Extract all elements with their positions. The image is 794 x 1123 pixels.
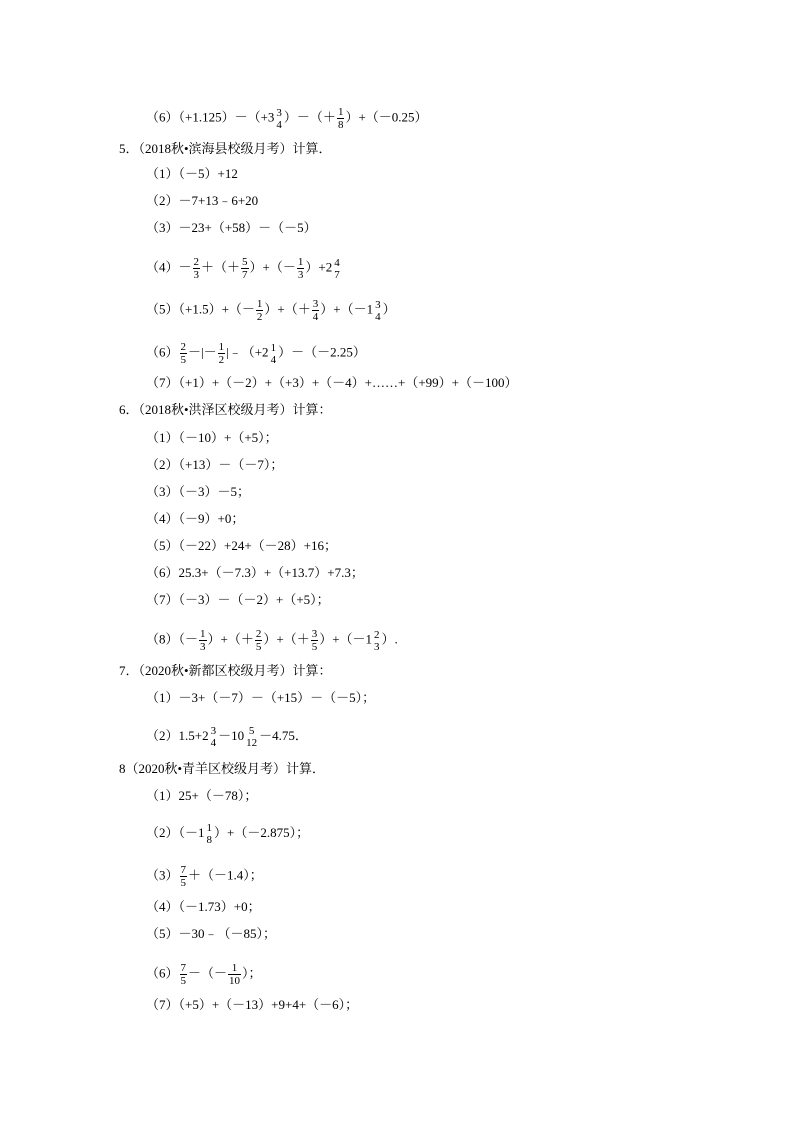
fraction-denominator: 5 — [180, 975, 187, 987]
expression-text: （6） — [146, 344, 179, 360]
fraction — [275, 107, 283, 131]
fraction-numerator: 5 — [248, 725, 255, 737]
expression-text: （2）（+13）－（－7）； — [146, 457, 284, 472]
expression-text: ）+（－1 — [319, 631, 373, 647]
problem-line — [146, 220, 317, 236]
fraction-numerator: 3 — [312, 298, 319, 310]
question-header: 6．（2018秋•洪泽区校级月考）计算： — [119, 402, 332, 417]
fraction — [180, 864, 188, 889]
expression-text: （3）－23+（+58）－（－5） — [146, 220, 317, 235]
fraction — [228, 962, 241, 987]
fraction-numerator: 3 — [311, 628, 318, 640]
expression-text: （1）－3+（－7）－（+15）－（－5）； — [146, 690, 376, 705]
fraction-numerator: 7 — [180, 962, 187, 974]
expression-text: ）+（＋ — [207, 631, 254, 647]
expression-text: ）； — [242, 965, 262, 981]
problem-line — [146, 592, 330, 608]
problem-line — [146, 106, 428, 131]
fraction — [218, 341, 226, 366]
fraction-numerator: 2 — [255, 628, 262, 640]
fraction-numerator: 2 — [374, 628, 380, 641]
problem-line — [146, 430, 278, 446]
fraction — [373, 629, 381, 653]
fraction — [206, 822, 214, 846]
expression-text: ）. — [381, 631, 398, 647]
fraction-denominator: 2 — [218, 354, 225, 366]
fraction-numerator: 3 — [276, 106, 282, 119]
problem-line — [146, 256, 342, 281]
problem-line — [146, 864, 263, 889]
expression-text: （5）（－22）+24+（－28）+16； — [146, 538, 337, 553]
problem-line — [146, 166, 238, 182]
fraction-numerator: 5 — [242, 256, 248, 268]
expression-text: ）+（－1 — [320, 301, 374, 317]
problem-line — [146, 538, 337, 554]
question-header: 7．（2020秋•新都区校级月考）计算： — [119, 663, 332, 678]
expression-text: （2）－7+13﹣6+20 — [146, 193, 259, 208]
problem-line — [146, 484, 250, 500]
fraction-numerator: 4 — [334, 256, 340, 269]
fraction — [311, 628, 319, 653]
fraction-denominator: 7 — [242, 269, 248, 281]
expression-text: ）+（－ — [249, 259, 296, 275]
fraction-numerator: 3 — [210, 725, 217, 737]
fraction-denominator: 5 — [180, 354, 187, 366]
fraction — [241, 256, 249, 281]
problem-line — [146, 997, 358, 1013]
expression-text: （4）（－1.73）+0； — [146, 899, 261, 914]
fraction — [297, 256, 305, 281]
expression-text: （7）（+5）+（－13）+9+4+（－6）； — [146, 997, 359, 1012]
problem-line — [146, 565, 364, 581]
expression-text: －|－ — [188, 344, 217, 360]
expression-text: ）+（＋ — [264, 301, 311, 317]
fraction-denominator: 8 — [337, 119, 344, 131]
fraction-numerator: 2 — [180, 341, 187, 353]
expression-text: |﹣（+2 — [226, 344, 269, 360]
fraction — [270, 342, 278, 366]
problem-line — [146, 962, 262, 987]
fraction — [210, 725, 218, 749]
expression-text: ）+（－2.875）； — [214, 824, 310, 840]
fraction — [245, 725, 258, 749]
expression-text: （6）25.3+（－7.3）+（+13.7）+7.3； — [146, 565, 364, 580]
problem-line — [146, 899, 261, 915]
fraction — [180, 962, 188, 987]
expression-text: （7）（－3）－（－2）+（+5）； — [146, 592, 330, 607]
fraction-numerator: 1 — [297, 256, 304, 268]
fraction — [255, 628, 263, 653]
fraction-denominator: 3 — [297, 269, 304, 281]
fraction-denominator: 7 — [334, 268, 340, 281]
expression-text: －4.75． — [259, 727, 308, 743]
expression-text: （5）（+1.5）+（－ — [146, 301, 255, 317]
expression-text: ＋（＋ — [201, 259, 241, 275]
expression-text: －（－ — [188, 965, 228, 981]
expression-text: （4）（－9）+0； — [146, 511, 245, 526]
fraction-numerator: 1 — [218, 341, 225, 353]
fraction-numerator: 1 — [206, 822, 213, 834]
fraction-denominator: 4 — [276, 118, 282, 131]
expression-text: ）－（－2.25） — [278, 344, 366, 360]
expression-text: （2）1.5+2 — [146, 727, 209, 743]
expression-text: ）+（＋ — [263, 631, 310, 647]
expression-text: （1）（－5）+12 — [146, 166, 238, 181]
fraction-numerator: 7 — [180, 864, 187, 876]
fraction-denominator: 5 — [255, 641, 262, 653]
fraction-denominator: 3 — [374, 640, 380, 653]
fraction-denominator: 4 — [210, 737, 217, 749]
fraction-denominator: 5 — [311, 641, 318, 653]
fraction-denominator: 3 — [200, 641, 206, 653]
problem-line — [146, 822, 309, 846]
expression-text: （1）25+（－78）； — [146, 788, 258, 803]
fraction — [374, 299, 382, 323]
expression-text: （3） — [146, 867, 179, 883]
expression-text: （8）（－ — [146, 631, 199, 647]
fraction-denominator: 2 — [256, 311, 263, 323]
problem-line — [146, 926, 276, 942]
fraction-numerator: 1 — [337, 106, 344, 118]
expression-text: ＋（－1.4）； — [188, 867, 263, 883]
problem-line — [146, 628, 398, 653]
fraction — [199, 628, 207, 653]
fraction-denominator: 10 — [229, 975, 241, 987]
fraction-numerator: 1 — [270, 341, 277, 354]
fraction-denominator: 4 — [312, 311, 319, 323]
problem-line — [146, 457, 283, 473]
expression-text: （2）（－1 — [146, 824, 205, 840]
fraction-denominator: 3 — [193, 269, 200, 281]
problem-line — [146, 341, 366, 366]
question-header: 8（2020秋•青羊区校级月考）计算． — [119, 761, 326, 776]
fraction — [193, 256, 201, 281]
problem-line — [146, 725, 308, 749]
fraction-denominator: 5 — [180, 877, 187, 889]
fraction-numerator: 2 — [193, 256, 200, 268]
question-header: 5．（2018秋•滨海县校级月考）计算． — [119, 141, 332, 156]
expression-text: ）+2 — [305, 259, 333, 275]
fraction — [333, 257, 341, 281]
expression-text: （5）－30﹣（－85）； — [146, 926, 277, 941]
fraction — [180, 341, 188, 366]
fraction — [312, 298, 320, 323]
expression-text: （6）（+1.125）－（+3 — [146, 109, 275, 125]
expression-text: －10 — [218, 727, 245, 743]
fraction — [256, 298, 264, 323]
problem-line — [146, 511, 244, 527]
problem-line — [146, 788, 257, 804]
expression-text: （7）（+1）+（－2）+（+3）+（－4）+……+（+99）+（－100） — [146, 375, 518, 390]
expression-text: （1）（－10）+（+5）； — [146, 430, 278, 445]
expression-text: ）+（－0.25） — [345, 109, 428, 125]
fraction-numerator: 1 — [256, 298, 263, 310]
expression-text: （6） — [146, 965, 179, 981]
fraction-numerator: 3 — [375, 298, 381, 311]
fraction-denominator: 8 — [206, 834, 213, 846]
fraction-numerator: 1 — [200, 628, 206, 640]
expression-text: ） — [382, 301, 396, 317]
problem-line — [146, 298, 396, 323]
fraction-numerator: 1 — [228, 962, 241, 975]
problem-line — [146, 375, 517, 391]
expression-text: （3）（－3）－5； — [146, 484, 251, 499]
expression-text: （4）－ — [146, 259, 192, 275]
fraction-denominator: 12 — [246, 737, 258, 749]
expression-text: ）－（＋ — [283, 109, 336, 125]
problem-line — [146, 690, 375, 706]
fraction — [337, 106, 345, 131]
fraction-denominator: 4 — [375, 310, 381, 323]
problem-line — [146, 193, 258, 209]
fraction-denominator: 4 — [270, 353, 277, 366]
